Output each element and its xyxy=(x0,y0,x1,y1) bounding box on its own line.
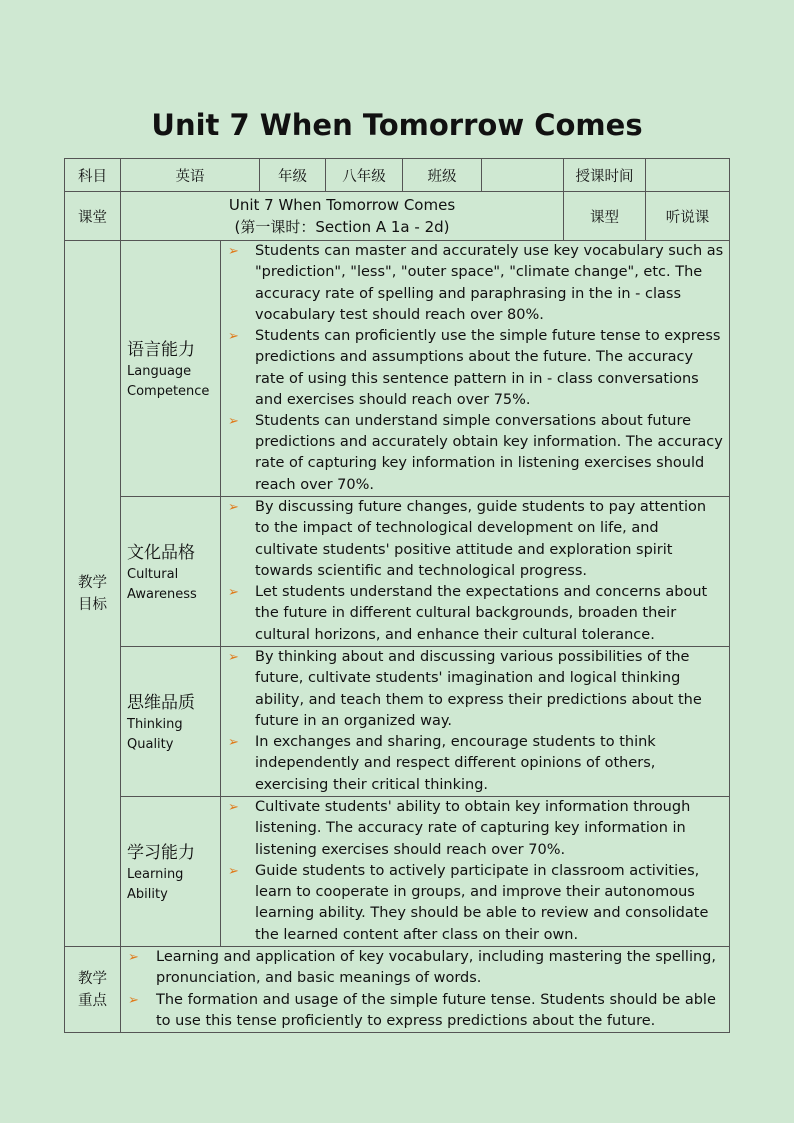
header-row xyxy=(65,159,730,192)
goal-items-thinking xyxy=(221,647,730,797)
dimension-en: Quality xyxy=(127,737,174,752)
dimension-thinking xyxy=(121,647,221,797)
lesson-type-label: 课型 xyxy=(564,192,646,241)
focus-label-line1: 教学 xyxy=(78,970,107,987)
list-item-text: Learning and application of key vocabulary, including mastering the spelling, pronunciation, and basic meanings of words. xyxy=(156,949,716,987)
class-label: 班级 xyxy=(403,159,482,192)
goal-row-cultural xyxy=(65,497,730,647)
goal-items-learning xyxy=(221,797,730,947)
grade-label: 年级 xyxy=(260,159,326,192)
goals-label-line2: 目标 xyxy=(78,596,107,613)
list-item xyxy=(228,797,725,861)
arrow-bullet-icon: ➢ xyxy=(128,992,139,1008)
subject-label: 科目 xyxy=(65,159,121,192)
dimension-zh: 语言能力 xyxy=(127,340,195,360)
list-item-text: Students can proficiently use the simple future tense to express predictions and assumptions about the future. The accuracy rate of using this sentence pattern in in - class conversations and exercises should reach over 75%. xyxy=(255,328,721,408)
list-item xyxy=(228,497,725,582)
goals-label-line1: 教学 xyxy=(78,574,107,591)
list-item-text: By discussing future changes, guide students to pay attention to the impact of technological development on life, and cultivate students' positive attitude and exploration spirit towards scientific and technological progress. xyxy=(255,499,707,579)
list-item-text: The formation and usage of the simple future tense. Students should be able to use this tense proficiently to express predictions about the future. xyxy=(156,991,716,1029)
lesson-plan-table xyxy=(64,158,730,1033)
arrow-bullet-icon: ➢ xyxy=(228,585,239,601)
list-item xyxy=(228,241,725,326)
goal-items-cultural xyxy=(221,497,730,647)
list-item xyxy=(228,861,725,946)
arrow-bullet-icon: ➢ xyxy=(228,650,239,666)
arrow-bullet-icon: ➢ xyxy=(128,950,139,966)
focus-items xyxy=(121,947,730,1033)
dimension-en: Thinking xyxy=(127,717,183,732)
dimension-zh: 文化品格 xyxy=(127,543,195,563)
dimension-en: Learning xyxy=(127,867,184,882)
lesson-title-line1: Unit 7 When Tomorrow Comes xyxy=(228,196,456,214)
arrow-bullet-icon: ➢ xyxy=(228,329,239,345)
arrow-bullet-icon: ➢ xyxy=(228,863,239,879)
goal-items-language xyxy=(221,241,730,497)
arrow-bullet-icon: ➢ xyxy=(228,800,239,816)
dimension-zh: 学习能力 xyxy=(127,843,195,863)
dimension-en: Awareness xyxy=(127,587,197,602)
time-label: 授课时间 xyxy=(564,159,646,192)
lesson-row xyxy=(65,192,730,241)
list-item xyxy=(228,582,725,646)
lesson-title-line2: (第一课时：Section A 1a - 2d) xyxy=(234,218,450,236)
class-value xyxy=(482,159,564,192)
list-item xyxy=(128,947,725,989)
list-item-text: Let students understand the expectations and concerns about the future in different cultural backgrounds, broaden their cultural horizons, and enhance their cultural tolerance. xyxy=(255,584,708,643)
dimension-cultural xyxy=(121,497,221,647)
list-item-text: In exchanges and sharing, encourage students to think independently and respect different opinions of others, exercising their critical thinking. xyxy=(255,734,656,793)
focus-label-line2: 重点 xyxy=(78,992,107,1009)
list-item xyxy=(228,411,725,496)
list-item-text: Cultivate students' ability to obtain key information through listening. The accuracy rate of capturing key information in listening exercises should reach over 70%. xyxy=(255,799,691,858)
list-item xyxy=(228,732,725,796)
dimension-en: Ability xyxy=(127,887,168,902)
list-item-text: Students can understand simple conversations about future predictions and accurately obtain key information. The accuracy rate of capturing key information in listening exercises should reach over 70%. xyxy=(255,412,723,493)
arrow-bullet-icon: ➢ xyxy=(228,413,239,429)
lesson-title xyxy=(121,192,564,241)
subject-value: 英语 xyxy=(121,159,260,192)
time-value xyxy=(646,159,730,192)
page-title: Unit 7 When Tomorrow Comes xyxy=(151,108,643,142)
list-item-text: Students can master and accurately use key vocabulary such as "prediction", "less", "outer space", "climate change", etc. The accuracy rate of spelling and paraphrasing in the in - class vocabulary test should reach over 80%. xyxy=(255,243,724,323)
goal-row-language xyxy=(65,241,730,497)
lesson-type-value: 听说课 xyxy=(646,192,730,241)
dimension-learning xyxy=(121,797,221,947)
goal-row-learning xyxy=(65,797,730,947)
dimension-en: Competence xyxy=(127,384,210,399)
list-item-text: Guide students to actively participate in classroom activities, learn to cooperate in groups, and improve their autonomous learning ability. They should be able to review and consolidate the learned content after class on their own. xyxy=(255,862,709,943)
goals-label xyxy=(65,241,121,947)
dimension-en: Cultural xyxy=(127,567,179,582)
dimension-en: Language xyxy=(127,364,192,379)
arrow-bullet-icon: ➢ xyxy=(228,500,239,516)
arrow-bullet-icon: ➢ xyxy=(228,244,239,260)
focus-label xyxy=(65,947,121,1033)
arrow-bullet-icon: ➢ xyxy=(228,735,239,751)
list-item xyxy=(228,326,725,411)
list-item-text: By thinking about and discussing various possibilities of the future, cultivate students' imagination and logical thinking ability, and teach them to express their predictions about the future in an organized way. xyxy=(255,649,702,729)
focus-row xyxy=(65,947,730,1033)
lesson-label: 课堂 xyxy=(65,192,121,241)
goal-row-thinking xyxy=(65,647,730,797)
dimension-language xyxy=(121,241,221,497)
list-item xyxy=(228,647,725,732)
dimension-zh: 思维品质 xyxy=(127,693,195,713)
grade-value: 八年级 xyxy=(326,159,403,192)
list-item xyxy=(128,990,725,1032)
